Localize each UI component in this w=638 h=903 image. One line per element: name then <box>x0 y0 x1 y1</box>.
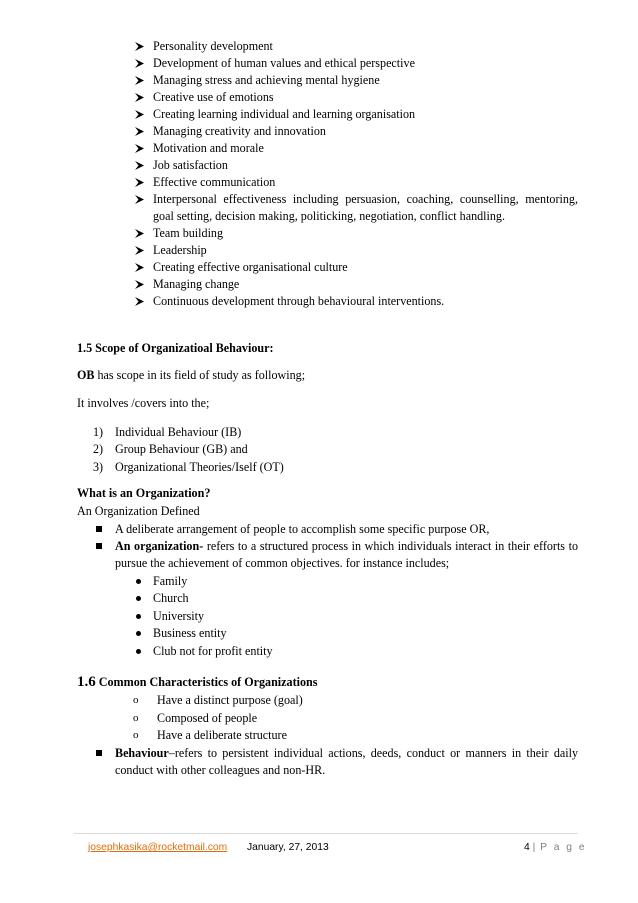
arrow-bullet-icon <box>134 293 146 310</box>
item-text: Personality development <box>153 39 273 53</box>
behaviour-list <box>94 745 578 779</box>
section-1-5-heading: 1.5 Scope of Organizatioal Behaviour: <box>77 341 274 355</box>
arrow-bullet-list <box>134 38 578 310</box>
item-text: Development of human values and ethical perspective <box>153 56 415 70</box>
item-text: Leadership <box>153 243 207 257</box>
square-bullet-icon <box>96 543 102 549</box>
page-separator: | <box>532 842 538 853</box>
list-item <box>132 727 432 745</box>
dot-bullet-icon <box>136 614 141 619</box>
footer-page-number <box>524 841 587 855</box>
item-text: Continuous development through behavioural interventions. <box>153 294 445 308</box>
section-number: 1.6 <box>77 674 96 690</box>
item-text: Family <box>153 574 188 588</box>
ob-scope-text: has scope in its field of study as following; <box>94 368 306 382</box>
arrow-bullet-icon <box>134 191 146 208</box>
list-item <box>93 424 573 441</box>
square-bullet-icon <box>96 526 102 532</box>
item-text: Club not for profit entity <box>153 643 273 658</box>
item-text: Job satisfaction <box>153 158 228 172</box>
list-item <box>134 608 434 625</box>
item-number: 1) <box>93 425 104 439</box>
list-item <box>134 89 578 106</box>
list-item <box>134 643 434 660</box>
list-item <box>93 459 573 476</box>
organization-heading: What is an Organization? <box>77 486 211 500</box>
list-item <box>134 590 434 607</box>
arrow-bullet-icon <box>134 157 146 174</box>
item-text: Composed of people <box>157 710 258 725</box>
arrow-bullet-icon <box>134 140 146 157</box>
dot-bullet-icon <box>136 579 141 584</box>
list-item <box>134 106 578 123</box>
item-text: Team building <box>153 226 224 240</box>
dot-bullet-icon <box>136 649 141 654</box>
circle-bullet-icon: o <box>133 729 139 741</box>
circle-bullet-icon: o <box>133 694 139 706</box>
arrow-bullet-icon <box>134 72 146 89</box>
item-text: Creating learning individual and learning organisation <box>153 107 416 121</box>
section-1-6-heading <box>77 673 317 691</box>
item-text: Creating effective organisational culture <box>153 260 348 274</box>
list-item <box>134 191 578 225</box>
item-text: –refers to persistent individual actions, deeds, conduct or manners in their daily conduct with other colleagues and non-HR. <box>115 746 578 777</box>
list-item <box>134 259 578 276</box>
arrow-bullet-icon <box>134 225 146 242</box>
list-item <box>134 225 578 242</box>
item-text: Interpersonal effectiveness including persuasion, coaching, counselling, mentoring, goal setting, decision making, politicking, negotiation, conflict handling. <box>153 192 578 223</box>
item-number: 3) <box>93 459 104 474</box>
dot-bullet-icon <box>136 631 141 636</box>
arrow-bullet-icon <box>134 276 146 293</box>
item-text: Individual Behaviour (IB) <box>115 425 242 439</box>
page-number: 4 <box>524 842 530 853</box>
list-item <box>132 692 432 710</box>
item-text: Have a distinct purpose (goal) <box>157 693 303 707</box>
item-text: Motivation and morale <box>153 141 264 155</box>
item-text: Business entity <box>153 626 227 641</box>
examples-list <box>134 573 434 660</box>
arrow-bullet-icon <box>134 174 146 191</box>
arrow-bullet-icon <box>134 55 146 72</box>
behaviour-bold: Behaviour <box>115 746 169 760</box>
item-text: Group Behaviour (GB) and <box>115 442 248 457</box>
item-text: Church <box>153 591 189 606</box>
item-text: refers to a structured process in which individuals interact in their efforts to pursue the achievement of common objectives. for instance includes; <box>115 539 578 570</box>
organization-defined: An Organization Defined <box>77 504 200 518</box>
item-text: University <box>153 608 205 623</box>
item-text: Managing stress and achieving mental hygiene <box>153 73 380 87</box>
ob-bold: OB <box>77 368 95 382</box>
arrow-bullet-icon <box>134 38 146 55</box>
section-title: Common Characteristics of Organizations <box>95 675 318 689</box>
arrow-bullet-icon <box>134 89 146 106</box>
list-item <box>134 625 434 642</box>
arrow-bullet-icon <box>134 259 146 276</box>
characteristics-list <box>132 692 432 745</box>
list-item <box>93 441 573 458</box>
item-text: Creative use of emotions <box>153 90 274 104</box>
arrow-bullet-icon <box>134 242 146 259</box>
item-text: Managing change <box>153 277 240 291</box>
arrow-bullet-icon <box>134 106 146 123</box>
list-item <box>134 38 578 55</box>
list-item <box>134 242 578 259</box>
list-item <box>134 276 578 293</box>
list-item <box>94 745 578 779</box>
footer-date: January, 27, 2013 <box>247 842 329 853</box>
item-text: Effective communication <box>153 175 276 189</box>
footer-divider <box>74 833 578 834</box>
circle-bullet-icon: o <box>133 711 139 724</box>
list-item <box>134 55 578 72</box>
footer-email-link[interactable]: josephkasika@rocketmail.com <box>88 842 228 853</box>
list-item <box>134 157 578 174</box>
involves-paragraph: It involves /covers into the; <box>77 396 210 410</box>
item-bold: An organization- <box>115 539 204 553</box>
list-item <box>134 123 578 140</box>
list-item <box>94 521 578 538</box>
ob-scope-paragraph <box>77 367 577 384</box>
square-bullet-icon <box>96 750 102 756</box>
list-item <box>94 538 578 572</box>
item-text: Have a deliberate structure <box>157 728 287 742</box>
list-item <box>134 573 434 590</box>
dot-bullet-icon <box>136 596 141 601</box>
list-item <box>134 72 578 89</box>
list-item <box>132 710 432 728</box>
page-word: P a g e <box>540 842 587 853</box>
item-text: Managing creativity and innovation <box>153 124 326 138</box>
arrow-bullet-icon <box>134 123 146 140</box>
item-number: 2) <box>93 442 104 457</box>
list-item <box>134 293 578 310</box>
list-item <box>134 140 578 157</box>
numbered-list <box>93 424 573 476</box>
item-text: Organizational Theories/Iself (OT) <box>115 459 284 474</box>
item-text: A deliberate arrangement of people to accomplish some specific purpose OR, <box>115 522 490 536</box>
list-item <box>134 174 578 191</box>
definition-list <box>94 521 578 572</box>
